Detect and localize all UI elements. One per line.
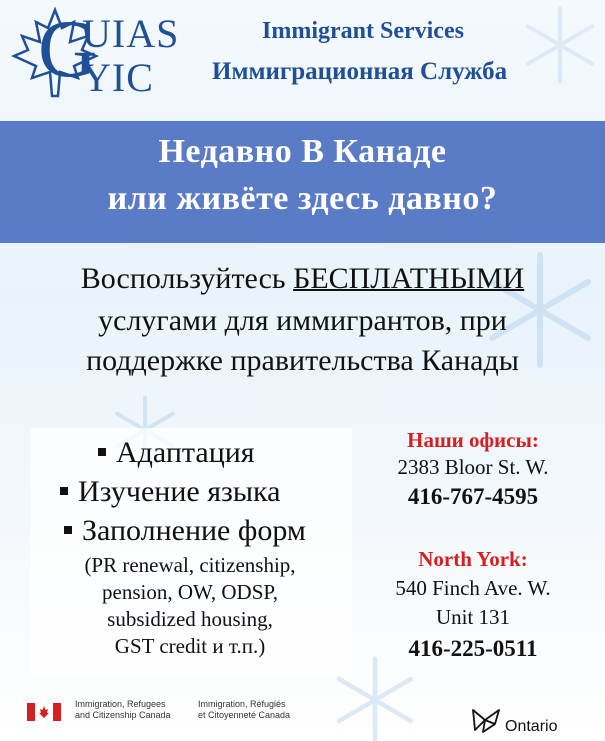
offer-line-3: поддержке правительства Канады: [86, 344, 519, 377]
north-york-phone: 416-225-0511: [408, 636, 538, 661]
north-york-title: North York:: [418, 547, 528, 571]
canada-flag-icon: [27, 703, 61, 721]
offer-prefix: Воспользуйтесь: [80, 262, 294, 295]
guias-yic-logo: [10, 3, 210, 100]
main-office-phone: 416-767-4595: [407, 484, 539, 509]
bullet-icon: [64, 526, 72, 534]
north-york-address: 540 Finch Ave. W.: [395, 576, 551, 600]
offer-emphasis: БЕСПЛАТНЫМИ: [293, 262, 525, 295]
snowflake-icon: [520, 5, 600, 85]
bullet-icon: [60, 487, 68, 495]
forms-note-line: (PR renewal, citizenship,: [84, 553, 296, 577]
service-item: Изучение языка: [60, 475, 280, 509]
header-title-ru: Иммиграционная Служба: [212, 58, 508, 85]
logo-letter: G: [38, 3, 98, 94]
offer-line-2: услугами для иммигрантов, при: [98, 304, 507, 337]
headline-line-1: Недавно В Канаде: [158, 133, 447, 170]
forms-note-line: GST credit и т.п.): [114, 634, 266, 658]
offer-line-1: [0, 262, 605, 296]
ontario-trillium-icon: [469, 706, 505, 734]
ontario-wordmark: Ontario: [505, 718, 558, 735]
bullet-icon: [98, 448, 106, 456]
service-item: Адаптация: [98, 436, 255, 470]
forms-note-line: subsidized housing,: [107, 607, 273, 631]
headline-line-2: или живёте здесь давно?: [107, 180, 498, 217]
ircc-english: Immigration, Refugees and Citizenship Canada: [75, 699, 171, 720]
logo-top-text: UIAS: [82, 11, 180, 56]
service-item: Заполнение форм: [64, 514, 306, 548]
main-office-address: 2383 Bloor St. W.: [397, 455, 549, 479]
forms-note-line: pension, OW, ODSP,: [102, 580, 278, 604]
north-york-unit: Unit 131: [435, 605, 511, 629]
ircc-french: Immigration, Réfugiés et Citoyenneté Canada: [198, 699, 291, 720]
header-title-en: Immigrant Services: [262, 18, 464, 44]
logo-bottom-text: YIC: [82, 55, 154, 100]
offices-title: Наши офисы:: [407, 428, 539, 452]
